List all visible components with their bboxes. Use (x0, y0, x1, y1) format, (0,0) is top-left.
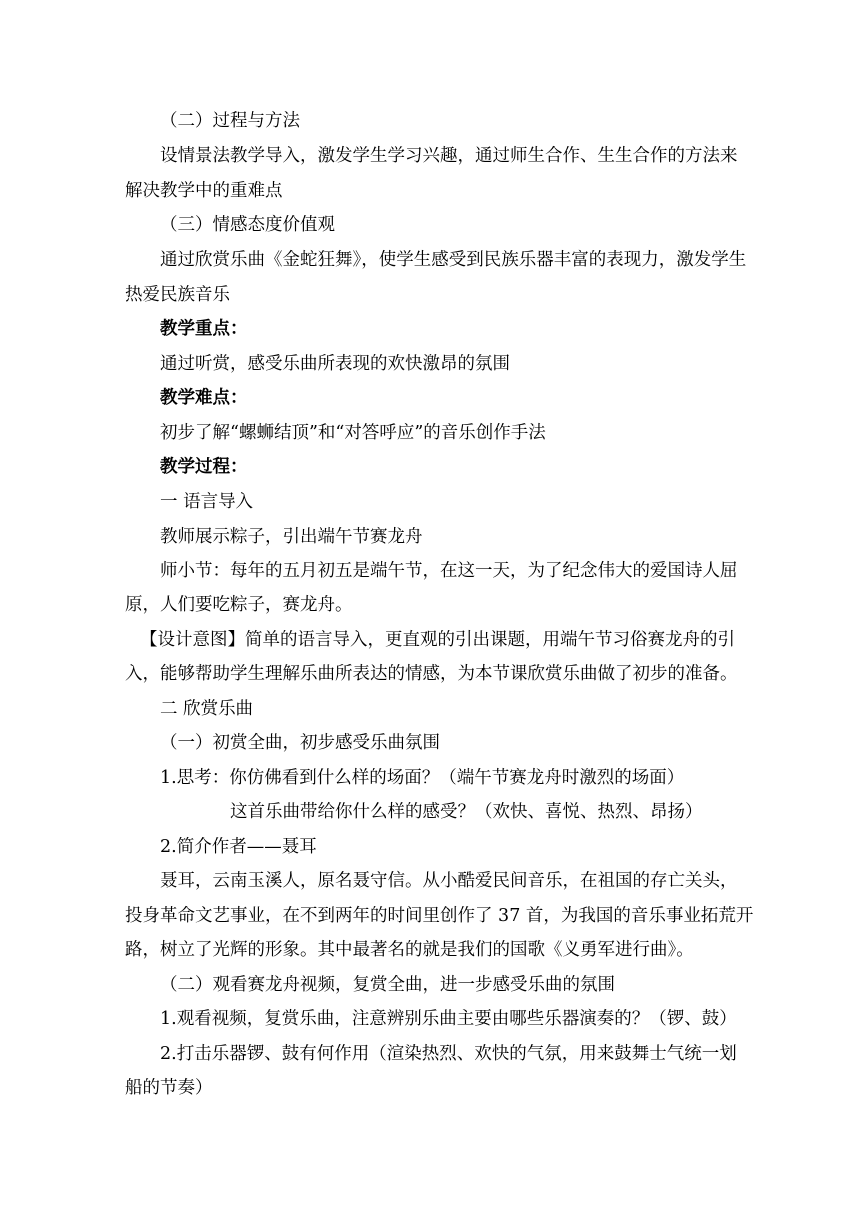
paragraph-line: 通过听赏，感受乐曲所表现的欢快激昂的氛围 (160, 354, 510, 374)
heading-teaching-process: 教学过程： (160, 457, 248, 477)
list-item-continuation: 船的节奏） (125, 1078, 213, 1098)
paragraph-line: 入，能够帮助学生理解乐曲所表达的情感，为本节课欣赏乐曲做了初步的准备。 (125, 664, 738, 684)
paragraph-line: 教师展示粽子，引出端午节赛龙舟 (160, 527, 423, 547)
section-heading-process-method: （二）过程与方法 (160, 111, 300, 131)
paragraph-line: 设情景法教学导入，激发学生学习兴趣，通过师生合作、生生合作的方法来 (160, 146, 738, 166)
list-item: 1.思考：你仿佛看到什么样的场面？（端午节赛龙舟时激烈的场面） (160, 768, 685, 788)
paragraph-line: 初步了解“螺蛳结顶”和“对答呼应”的音乐创作手法 (160, 423, 546, 443)
paragraph-line: 通过欣赏乐曲《金蛇狂舞》，使学生感受到民族乐器丰富的表现力，激发学生 (160, 250, 747, 270)
subsection-heading: （一）初赏全曲，初步感受乐曲氛围 (160, 733, 440, 753)
paragraph-line: 原，人们要吃粽子，赛龙舟。 (125, 595, 353, 615)
paragraph-line: 聂耳，云南玉溪人，原名聂守信。从小酷爱民间音乐，在祖国的存亡关头， (160, 871, 738, 891)
paragraph-line: 【设计意图】简单的语言导入，更直观的引出课题，用端午节习俗赛龙舟的引 (140, 630, 735, 650)
list-item-continuation: 这首乐曲带给你什么样的感受？（欢快、喜悦、热烈、昂扬） (230, 802, 703, 822)
section-heading-language-intro: 一 语言导入 (160, 492, 254, 512)
paragraph-line: 解决教学中的重难点 (125, 181, 283, 201)
subsection-heading: （二）观看赛龙舟视频，复赏全曲，进一步感受乐曲的氛围 (160, 975, 615, 995)
heading-teaching-difficulty: 教学难点： (160, 388, 248, 408)
heading-teaching-focus: 教学重点： (160, 319, 248, 339)
section-heading-emotion-values: （三）情感态度价值观 (160, 215, 335, 235)
paragraph-line: 投身革命文艺事业，在不到两年的时间里创作了 37 首，为我国的音乐事业拓荒开 (125, 906, 754, 926)
paragraph-line: 热爱民族音乐 (125, 285, 230, 305)
section-heading-appreciate-music: 二 欣赏乐曲 (160, 699, 254, 719)
paragraph-line: 师小节：每年的五月初五是端午节，在这一天，为了纪念伟大的爱国诗人屈 (160, 561, 738, 581)
list-item: 1.观看视频，复赏乐曲，注意辨别乐曲主要由哪些乐器演奏的？（锣、鼓） (160, 1009, 737, 1029)
list-item: 2.简介作者——聂耳 (160, 837, 317, 857)
list-item: 2.打击乐器锣、鼓有何作用（渲染热烈、欢快的气氛，用来鼓舞士气统一划 (160, 1044, 737, 1064)
paragraph-line: 路，树立了光辉的形象。其中最著名的就是我们的国歌《义勇军进行曲》。 (125, 940, 694, 960)
